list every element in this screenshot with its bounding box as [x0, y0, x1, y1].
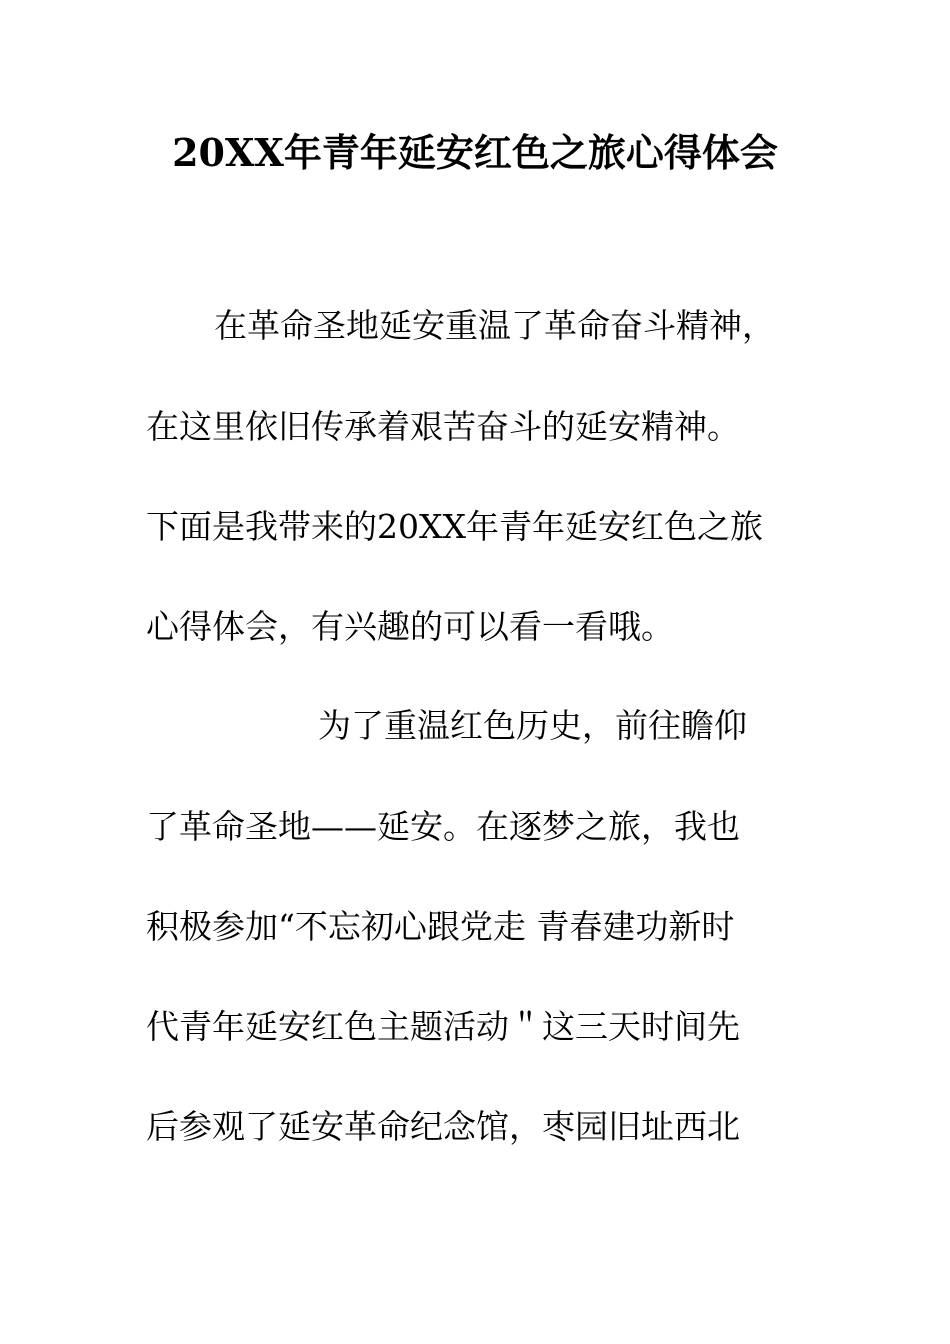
paragraph-line: 在革命圣地延安重温了革命奋斗精神， — [214, 306, 775, 345]
paragraph-line: 为了重温红色历史，前往瞻仰 — [318, 706, 747, 745]
paragraph-line: 在这里依旧传承着艰苦奋斗的延安精神。 — [146, 407, 740, 446]
paragraph-line: 下面是我带来的20XX年青年延安红色之旅 — [146, 507, 763, 546]
paragraph-line: 代青年延安红色主题活动＂这三天时间先 — [146, 1007, 740, 1046]
paragraph-line: 后参观了延安革命纪念馆，枣园旧址西北 — [146, 1107, 740, 1146]
paragraph-line: 了革命圣地——延安。在逐梦之旅，我也 — [146, 807, 740, 846]
document-title: 20XX年青年延安红色之旅心得体会 — [172, 130, 778, 175]
paragraph-line: 积极参加“不忘初心跟党走 青春建功新时 — [146, 907, 735, 946]
paragraph-line: 心得体会，有兴趣的可以看一看哦。 — [146, 607, 674, 646]
